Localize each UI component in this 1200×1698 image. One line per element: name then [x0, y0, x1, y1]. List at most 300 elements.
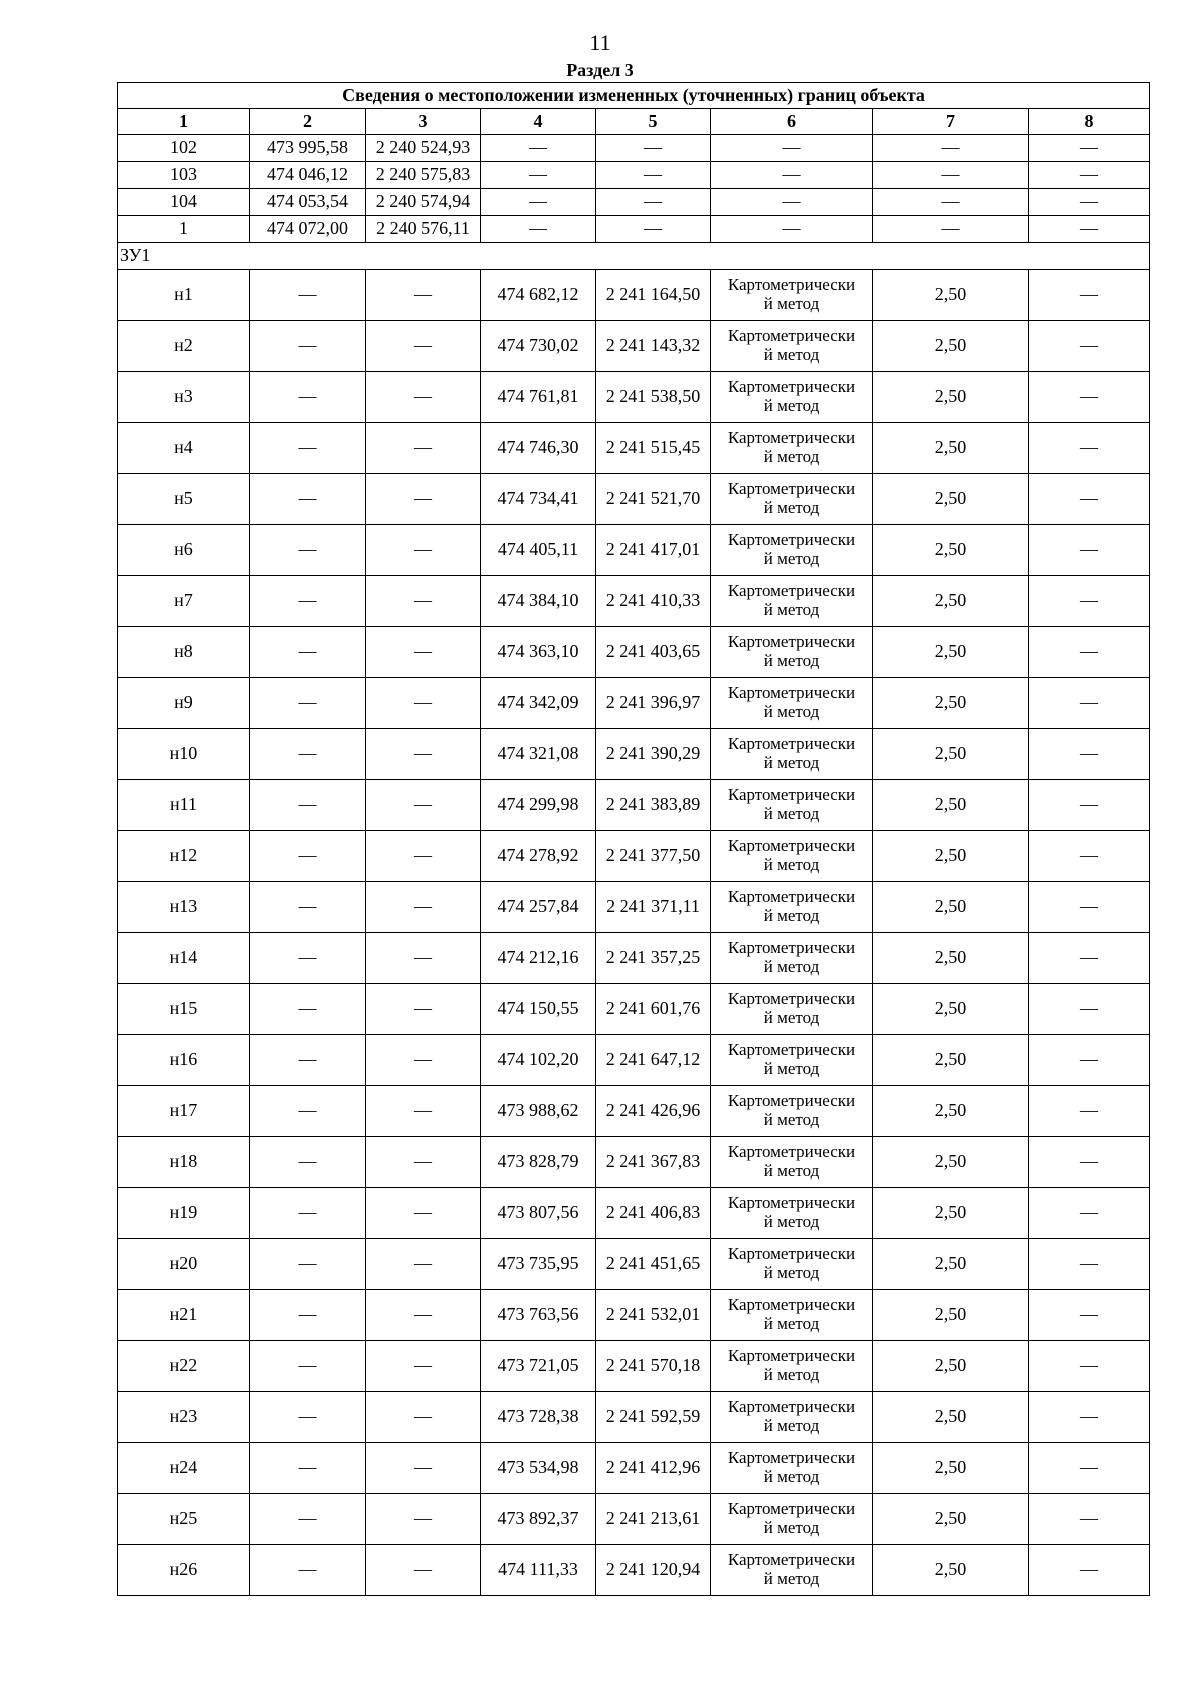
method-cell — [711, 1239, 873, 1290]
point-number-cell: н11 — [118, 780, 250, 831]
dash-cell: — — [250, 1545, 366, 1596]
dash-cell: — — [596, 189, 711, 216]
dash-cell: — — [366, 933, 481, 984]
point-number-cell: 1 — [118, 216, 250, 243]
point-number-cell: н26 — [118, 1545, 250, 1596]
method-line-1: Картометрически — [727, 785, 856, 805]
y-new-cell: 2 241 213,61 — [596, 1494, 711, 1545]
dash-cell: — — [1029, 216, 1150, 243]
dash-cell: — — [366, 1392, 481, 1443]
accuracy-cell: 2,50 — [873, 627, 1029, 678]
dash-cell: — — [1029, 831, 1150, 882]
x-new-cell: 474 734,41 — [481, 474, 596, 525]
dash-cell: — — [1029, 423, 1150, 474]
method-line-2: й метод — [763, 855, 820, 874]
accuracy-cell: 2,50 — [873, 1290, 1029, 1341]
x-new-cell: 474 342,09 — [481, 678, 596, 729]
dash-cell: — — [1029, 1443, 1150, 1494]
point-number-cell: н17 — [118, 1086, 250, 1137]
column-numbers-row — [118, 109, 1150, 135]
method-cell — [711, 1443, 873, 1494]
method-cell — [711, 1290, 873, 1341]
dash-cell: — — [250, 1290, 366, 1341]
method-cell — [711, 1545, 873, 1596]
dash-cell: — — [366, 1035, 481, 1086]
dash-cell: — — [250, 525, 366, 576]
dash-cell: — — [1029, 270, 1150, 321]
method-cell — [711, 1494, 873, 1545]
table-row — [118, 372, 1150, 423]
dash-cell: — — [1029, 882, 1150, 933]
method-line-1: Картометрически — [727, 275, 856, 295]
accuracy-cell: 2,50 — [873, 525, 1029, 576]
table-row — [118, 678, 1150, 729]
point-number-cell: н22 — [118, 1341, 250, 1392]
dash-cell: — — [366, 321, 481, 372]
method-line-1: Картометрически — [727, 938, 856, 958]
method-cell — [711, 1137, 873, 1188]
point-number-cell: н5 — [118, 474, 250, 525]
table-row — [118, 1035, 1150, 1086]
dash-cell: — — [711, 162, 873, 189]
x-new-cell: 473 728,38 — [481, 1392, 596, 1443]
dash-cell: — — [596, 135, 711, 162]
method-line-2: й метод — [763, 1416, 820, 1435]
accuracy-cell: 2,50 — [873, 984, 1029, 1035]
method-line-2: й метод — [763, 600, 820, 619]
dash-cell: — — [250, 1035, 366, 1086]
dash-cell: — — [366, 1545, 481, 1596]
y-new-cell: 2 241 521,70 — [596, 474, 711, 525]
dash-cell: — — [1029, 1392, 1150, 1443]
point-number-cell: н13 — [118, 882, 250, 933]
dash-cell: — — [250, 780, 366, 831]
accuracy-cell: 2,50 — [873, 729, 1029, 780]
method-line-2: й метод — [763, 1161, 820, 1180]
method-line-1: Картометрически — [727, 428, 856, 448]
method-line-1: Картометрически — [727, 1193, 856, 1213]
accuracy-cell: 2,50 — [873, 831, 1029, 882]
column-number: 8 — [1029, 109, 1150, 135]
accuracy-cell: 2,50 — [873, 1086, 1029, 1137]
method-line-1: Картометрически — [727, 683, 856, 703]
y-new-cell: 2 241 451,65 — [596, 1239, 711, 1290]
y-new-cell: 2 241 532,01 — [596, 1290, 711, 1341]
page-number: 11 — [589, 30, 611, 55]
dash-cell: — — [250, 882, 366, 933]
dash-cell: — — [711, 216, 873, 243]
point-number-cell: н20 — [118, 1239, 250, 1290]
method-line-2: й метод — [763, 1212, 820, 1231]
point-number-cell: н25 — [118, 1494, 250, 1545]
method-cell — [711, 1086, 873, 1137]
method-cell — [711, 321, 873, 372]
method-line-1: Картометрически — [727, 1091, 856, 1111]
method-cell — [711, 729, 873, 780]
dash-cell: — — [481, 162, 596, 189]
y-new-cell: 2 241 515,45 — [596, 423, 711, 474]
point-number-cell: н1 — [118, 270, 250, 321]
dash-cell: — — [250, 576, 366, 627]
y-new-cell: 2 241 357,25 — [596, 933, 711, 984]
y-new-cell: 2 241 570,18 — [596, 1341, 711, 1392]
y-old-cell: 2 240 524,93 — [366, 135, 481, 162]
method-line-2: й метод — [763, 906, 820, 925]
x-new-cell: 473 828,79 — [481, 1137, 596, 1188]
point-number-cell: н3 — [118, 372, 250, 423]
point-number-cell: 104 — [118, 189, 250, 216]
dash-cell: — — [873, 216, 1029, 243]
method-line-2: й метод — [763, 804, 820, 823]
dash-cell: — — [481, 135, 596, 162]
table-row — [118, 1443, 1150, 1494]
accuracy-cell: 2,50 — [873, 1035, 1029, 1086]
y-new-cell: 2 241 164,50 — [596, 270, 711, 321]
method-line-2: й метод — [763, 1569, 820, 1588]
dash-cell: — — [1029, 321, 1150, 372]
method-cell — [711, 1341, 873, 1392]
point-number-cell: н24 — [118, 1443, 250, 1494]
dash-cell: — — [250, 1443, 366, 1494]
table-row — [118, 1494, 1150, 1545]
dash-cell: — — [366, 576, 481, 627]
dash-cell: — — [250, 831, 366, 882]
accuracy-cell: 2,50 — [873, 1239, 1029, 1290]
point-number-cell: н10 — [118, 729, 250, 780]
dash-cell: — — [1029, 1341, 1150, 1392]
method-line-1: Картометрически — [727, 479, 856, 499]
table-row — [118, 321, 1150, 372]
method-cell — [711, 525, 873, 576]
accuracy-cell: 2,50 — [873, 474, 1029, 525]
method-line-1: Картометрически — [727, 377, 856, 397]
y-new-cell: 2 241 426,96 — [596, 1086, 711, 1137]
x-old-cell: 474 046,12 — [250, 162, 366, 189]
table-row — [118, 576, 1150, 627]
x-old-cell: 473 995,58 — [250, 135, 366, 162]
method-cell — [711, 831, 873, 882]
accuracy-cell: 2,50 — [873, 1392, 1029, 1443]
x-new-cell: 473 534,98 — [481, 1443, 596, 1494]
y-new-cell: 2 241 647,12 — [596, 1035, 711, 1086]
method-line-1: Картометрически — [727, 1295, 856, 1315]
dash-cell: — — [366, 882, 481, 933]
y-old-cell: 2 240 576,11 — [366, 216, 481, 243]
x-new-cell: 474 150,55 — [481, 984, 596, 1035]
dash-cell: — — [1029, 1086, 1150, 1137]
point-number-cell: н8 — [118, 627, 250, 678]
method-line-1: Картометрически — [727, 326, 856, 346]
dash-cell: — — [366, 270, 481, 321]
x-new-cell: 474 746,30 — [481, 423, 596, 474]
accuracy-cell: 2,50 — [873, 321, 1029, 372]
x-new-cell: 474 730,02 — [481, 321, 596, 372]
table-row — [118, 831, 1150, 882]
method-line-1: Картометрически — [727, 1448, 856, 1468]
method-line-2: й метод — [763, 549, 820, 568]
boundary-table — [117, 82, 1150, 1596]
dash-cell: — — [366, 1494, 481, 1545]
dash-cell: — — [1029, 135, 1150, 162]
accuracy-cell: 2,50 — [873, 423, 1029, 474]
dash-cell: — — [366, 1086, 481, 1137]
method-cell — [711, 984, 873, 1035]
column-number: 3 — [366, 109, 481, 135]
accuracy-cell: 2,50 — [873, 1443, 1029, 1494]
dash-cell: — — [1029, 678, 1150, 729]
dash-cell: — — [1029, 1290, 1150, 1341]
dash-cell: — — [711, 135, 873, 162]
table-row — [118, 1545, 1150, 1596]
y-new-cell: 2 241 601,76 — [596, 984, 711, 1035]
dash-cell: — — [1029, 1545, 1150, 1596]
table-row — [118, 1239, 1150, 1290]
x-new-cell: 474 102,20 — [481, 1035, 596, 1086]
point-number-cell: н14 — [118, 933, 250, 984]
method-line-1: Картометрически — [727, 1346, 856, 1366]
x-new-cell: 474 299,98 — [481, 780, 596, 831]
dash-cell: — — [250, 1086, 366, 1137]
method-cell — [711, 882, 873, 933]
table-row — [118, 1188, 1150, 1239]
accuracy-cell: 2,50 — [873, 678, 1029, 729]
dash-cell: — — [366, 423, 481, 474]
dash-cell: — — [250, 933, 366, 984]
method-cell — [711, 423, 873, 474]
method-line-1: Картометрически — [727, 1040, 856, 1060]
column-number: 6 — [711, 109, 873, 135]
table-row — [118, 1137, 1150, 1188]
point-number-cell: н2 — [118, 321, 250, 372]
method-line-2: й метод — [763, 753, 820, 772]
dash-cell: — — [481, 189, 596, 216]
x-new-cell: 474 682,12 — [481, 270, 596, 321]
method-line-2: й метод — [763, 447, 820, 466]
y-new-cell: 2 241 396,97 — [596, 678, 711, 729]
accuracy-cell: 2,50 — [873, 780, 1029, 831]
dash-cell: — — [366, 831, 481, 882]
dash-cell: — — [1029, 525, 1150, 576]
y-new-cell: 2 241 592,59 — [596, 1392, 711, 1443]
dash-cell: — — [366, 474, 481, 525]
x-new-cell: 474 257,84 — [481, 882, 596, 933]
dash-cell: — — [596, 162, 711, 189]
x-new-cell: 474 278,92 — [481, 831, 596, 882]
dash-cell: — — [1029, 1137, 1150, 1188]
method-line-1: Картометрически — [727, 989, 856, 1009]
accuracy-cell: 2,50 — [873, 1188, 1029, 1239]
dash-cell: — — [1029, 1188, 1150, 1239]
y-old-cell: 2 240 575,83 — [366, 162, 481, 189]
dash-cell: — — [366, 1188, 481, 1239]
dash-cell: — — [873, 135, 1029, 162]
dash-cell: — — [366, 372, 481, 423]
method-cell — [711, 1392, 873, 1443]
table-row — [118, 216, 1150, 243]
x-new-cell: 473 763,56 — [481, 1290, 596, 1341]
table-row — [118, 474, 1150, 525]
column-number: 7 — [873, 109, 1029, 135]
method-line-2: й метод — [763, 702, 820, 721]
dash-cell: — — [250, 1494, 366, 1545]
dash-cell: — — [250, 372, 366, 423]
dash-cell: — — [250, 321, 366, 372]
dash-cell: — — [1029, 474, 1150, 525]
dash-cell: — — [873, 162, 1029, 189]
method-line-1: Картометрически — [727, 1244, 856, 1264]
method-cell — [711, 933, 873, 984]
section-title: Раздел 3 — [566, 60, 634, 80]
method-line-2: й метод — [763, 498, 820, 517]
table-row — [118, 933, 1150, 984]
dash-cell: — — [711, 189, 873, 216]
x-new-cell: 474 363,10 — [481, 627, 596, 678]
x-new-cell: 474 321,08 — [481, 729, 596, 780]
method-line-2: й метод — [763, 651, 820, 670]
accuracy-cell: 2,50 — [873, 1494, 1029, 1545]
y-new-cell: 2 241 538,50 — [596, 372, 711, 423]
method-line-1: Картометрически — [727, 1142, 856, 1162]
table-row — [118, 1086, 1150, 1137]
method-cell — [711, 576, 873, 627]
dash-cell: — — [250, 474, 366, 525]
method-line-2: й метод — [763, 345, 820, 364]
x-new-cell: 474 111,33 — [481, 1545, 596, 1596]
dash-cell: — — [250, 729, 366, 780]
table-row — [118, 135, 1150, 162]
dash-cell: — — [1029, 627, 1150, 678]
dash-cell: — — [366, 780, 481, 831]
dash-cell: — — [1029, 933, 1150, 984]
dash-cell: — — [366, 1137, 481, 1188]
dash-cell: — — [481, 216, 596, 243]
point-number-cell: н12 — [118, 831, 250, 882]
method-cell — [711, 270, 873, 321]
dash-cell: — — [596, 216, 711, 243]
method-line-1: Картометрически — [727, 887, 856, 907]
y-new-cell: 2 241 410,33 — [596, 576, 711, 627]
dash-cell: — — [366, 627, 481, 678]
dash-cell: — — [366, 1443, 481, 1494]
method-line-2: й метод — [763, 396, 820, 415]
method-cell — [711, 1188, 873, 1239]
y-new-cell: 2 241 120,94 — [596, 1545, 711, 1596]
column-number: 1 — [118, 109, 250, 135]
dash-cell: — — [250, 423, 366, 474]
method-line-2: й метод — [763, 1059, 820, 1078]
table-row — [118, 525, 1150, 576]
method-line-2: й метод — [763, 1518, 820, 1537]
accuracy-cell: 2,50 — [873, 1545, 1029, 1596]
accuracy-cell: 2,50 — [873, 1341, 1029, 1392]
dash-cell: — — [1029, 729, 1150, 780]
method-line-2: й метод — [763, 294, 820, 313]
dash-cell: — — [1029, 1239, 1150, 1290]
accuracy-cell: 2,50 — [873, 270, 1029, 321]
dash-cell: — — [250, 1188, 366, 1239]
x-new-cell: 474 761,81 — [481, 372, 596, 423]
dash-cell: — — [366, 984, 481, 1035]
point-number-cell: н21 — [118, 1290, 250, 1341]
method-cell — [711, 780, 873, 831]
y-old-cell: 2 240 574,94 — [366, 189, 481, 216]
point-number-cell: н4 — [118, 423, 250, 474]
point-number-cell: н18 — [118, 1137, 250, 1188]
method-cell — [711, 474, 873, 525]
dash-cell: — — [250, 270, 366, 321]
accuracy-cell: 2,50 — [873, 1137, 1029, 1188]
method-line-1: Картометрически — [727, 1499, 856, 1519]
point-number-cell: н23 — [118, 1392, 250, 1443]
accuracy-cell: 2,50 — [873, 933, 1029, 984]
method-line-2: й метод — [763, 1263, 820, 1282]
method-cell — [711, 372, 873, 423]
dash-cell: — — [250, 984, 366, 1035]
dash-cell: — — [1029, 780, 1150, 831]
x-new-cell: 474 405,11 — [481, 525, 596, 576]
dash-cell: — — [250, 678, 366, 729]
dash-cell: — — [250, 1137, 366, 1188]
dash-cell: — — [366, 1341, 481, 1392]
y-new-cell: 2 241 371,11 — [596, 882, 711, 933]
x-new-cell: 473 735,95 — [481, 1239, 596, 1290]
dash-cell: — — [873, 189, 1029, 216]
dash-cell: — — [366, 678, 481, 729]
table-caption-row — [118, 83, 1150, 109]
point-number-cell: 103 — [118, 162, 250, 189]
dash-cell: — — [366, 525, 481, 576]
dash-cell: — — [250, 627, 366, 678]
method-line-1: Картометрически — [727, 530, 856, 550]
method-line-1: Картометрически — [727, 632, 856, 652]
point-number-cell: 102 — [118, 135, 250, 162]
table-row — [118, 1392, 1150, 1443]
table-row — [118, 270, 1150, 321]
table-row — [118, 1290, 1150, 1341]
method-line-1: Картометрически — [727, 581, 856, 601]
y-new-cell: 2 241 143,32 — [596, 321, 711, 372]
y-new-cell: 2 241 377,50 — [596, 831, 711, 882]
dash-cell: — — [366, 729, 481, 780]
x-new-cell: 474 212,16 — [481, 933, 596, 984]
method-line-2: й метод — [763, 1110, 820, 1129]
dash-cell: — — [250, 1341, 366, 1392]
table-row — [118, 984, 1150, 1035]
dash-cell: — — [1029, 576, 1150, 627]
table-row — [118, 729, 1150, 780]
point-number-cell: н6 — [118, 525, 250, 576]
dash-cell: — — [250, 1239, 366, 1290]
dash-cell: — — [366, 1239, 481, 1290]
x-new-cell: 473 892,37 — [481, 1494, 596, 1545]
accuracy-cell: 2,50 — [873, 372, 1029, 423]
method-line-2: й метод — [763, 957, 820, 976]
dash-cell: — — [1029, 372, 1150, 423]
point-number-cell: н16 — [118, 1035, 250, 1086]
y-new-cell: 2 241 367,83 — [596, 1137, 711, 1188]
method-line-2: й метод — [763, 1365, 820, 1384]
method-cell — [711, 627, 873, 678]
point-number-cell: н19 — [118, 1188, 250, 1239]
point-number-cell: н9 — [118, 678, 250, 729]
method-line-1: Картометрически — [727, 1397, 856, 1417]
dash-cell: — — [1029, 1035, 1150, 1086]
x-new-cell: 473 988,62 — [481, 1086, 596, 1137]
dash-cell: — — [1029, 984, 1150, 1035]
x-new-cell: 473 807,56 — [481, 1188, 596, 1239]
dash-cell: — — [1029, 1494, 1150, 1545]
y-new-cell: 2 241 417,01 — [596, 525, 711, 576]
